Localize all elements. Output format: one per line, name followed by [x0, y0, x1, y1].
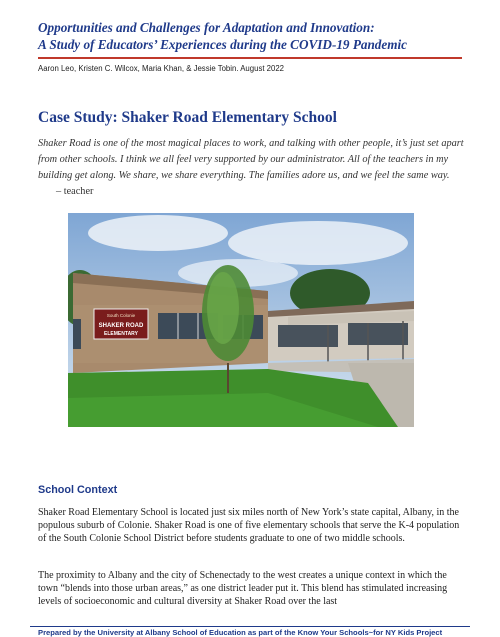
sign-line-2: SHAKER ROAD [98, 323, 144, 329]
header-divider [38, 57, 462, 59]
footer-divider [30, 626, 470, 627]
quote-attribution: – teacher [56, 186, 94, 197]
case-study-title: Case Study: Shaker Road Elementary School [38, 109, 337, 126]
footer-text: Prepared by the University at Albany School of Education as part of the Know Your Schools~for NY Kids Project [38, 628, 443, 637]
authors-line: Aaron Leo, Kristen C. Wilcox, Maria Khan, & Jessie Tobin. August 2022 [38, 64, 285, 73]
school-photo-illustration [68, 213, 414, 427]
document-title-line-1: Opportunities and Challenges for Adaptation and Innovation: [38, 20, 375, 35]
school-photo [68, 213, 414, 427]
school-context-paragraph-2: The proximity to Albany and the city of Schenectady to the west creates a unique context in which the town “blends into those urban areas,” as one district leader put it. This blend has stimulated increasing levels of socioeconomic and cultural diversity at Shaker Road over the last [38, 570, 448, 608]
school-context-paragraph-1: Shaker Road Elementary School is located just six miles north of New York’s state capital, Albany, in the populous suburb of Colonie. Shaker Road is one of five elementary schools that serve the K-4 population of the South Colonie School District before students graduate to one of two middle schools. [38, 507, 460, 545]
document-title [38, 19, 478, 53]
school-context-heading: School Context [38, 484, 118, 496]
document-title-line-2: A Study of Educators’ Experiences during the COVID-19 Pandemic [38, 37, 408, 52]
teacher-quote [38, 136, 466, 200]
sign-line-3: ELEMENTARY [104, 331, 138, 337]
sign-line-1: South Colonie [106, 313, 136, 318]
quote-text: Shaker Road is one of the most magical places to work, and talking with other people, it’s just set apart from other schools. I think we all feel very supported by our administrator. All of the teachers in my building get along. We share, we share everything. The families adore us, and we feel the same way. [38, 138, 464, 181]
